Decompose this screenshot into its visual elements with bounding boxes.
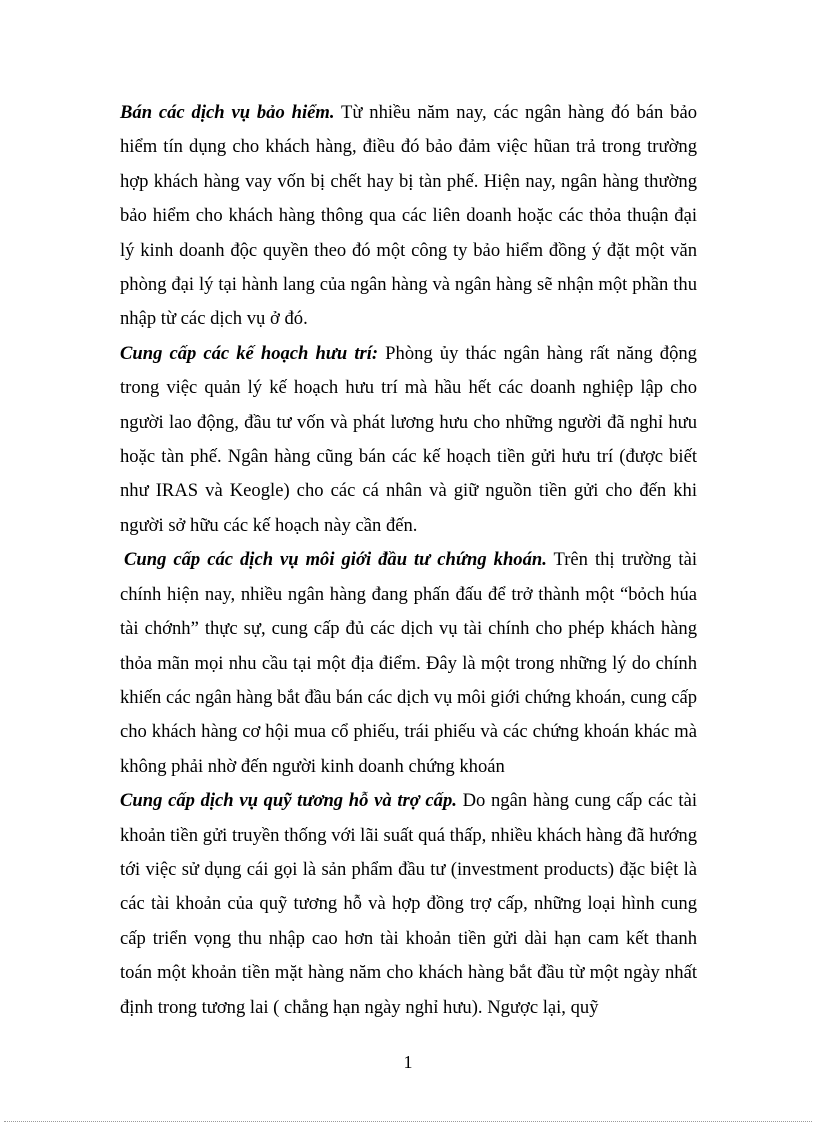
page-number: 1 [403,1052,413,1072]
paragraph-heading: Cung cấp các kế hoạch hưu trí: [120,342,379,364]
paragraph-text: Do ngân hàng cung cấp các tài khoản tiền gửi truyền thống với lãi suất quá thấp, nhiều khách hàng đã hướng tới việc sử dụng cái gọi là sản phẩm đầu tư (investment products) đặc biệt là các tài khoản của quỹ tương hỗ và hợp đồng trợ cấp, những loại hình cung cấp triển vọng thu nhập cao hơn tài khoản tiền gửi dài hạn cam kết thanh toán một khoản tiền mặt hàng năm cho khách hàng bắt đầu từ một ngày nhất định trong tương lai ( chẳng hạn ngày nghỉ hưu). Ngược lại, quỹ [120,790,697,1018]
paragraph-heading: Bán các dịch vụ bảo hiểm. [120,102,335,123]
paragraph-retirement-plans [120,337,697,543]
page-bottom-divider [4,1121,812,1122]
paragraph-insurance-services [120,96,697,337]
paragraph-text: Từ nhiều năm nay, các ngân hàng đó bán bảo hiểm tín dụng cho khách hàng, điều đó bảo đảm việc hũan trả trong trường hợp khách hàng vay vốn bị chết hay bị tàn phế. Hiện nay, ngân hàng thường bảo hiểm cho khách hàng thông qua các liên doanh hoặc các thỏa thuận đại lý kinh doanh độc quyền theo đó một công ty bảo hiểm đồng ý đặt một văn phòng đại lý tại hành lang của ngân hàng và ngân hàng sẽ nhận một phần thu nhập từ các dịch vụ ở đó. [120,102,698,330]
paragraph-brokerage-services [120,543,697,784]
paragraph-heading: Cung cấp các dịch vụ môi giới đầu tư chứng khoán. [124,549,547,571]
document-body [120,96,697,1025]
paragraph-heading: Cung cấp dịch vụ quỹ tương hỗ và trợ cấp. [120,790,457,812]
paragraph-text: Phòng ủy thác ngân hàng rất năng động trong việc quản lý kế hoạch hưu trí mà hầu hết các doanh nghiệp lập cho người lao động, đầu tư vốn và phát lương hưu cho những người đã nghỉ hưu hoặc tàn phế. Ngân hàng cũng bán các kế hoạch tiền gửi hưu trí (được biết như IRAS và Keogle) cho các cá nhân và giữ nguồn tiền gửi cho đến khi người sở hữu các kế hoạch này cần đến. [120,342,697,536]
paragraph-text: Trên thị trường tài chính hiện nay, nhiều ngân hàng đang phấn đấu để trở thành một “bỏch húa tài chớnh” thực sự, cung cấp đủ các dịch vụ tài chính cho phép khách hàng thỏa mãn mọi nhu cầu tại một địa điểm. Đây là một trong những lý do chính khiến các ngân hàng bắt đầu bán các dịch vụ môi giới chứng khoán, cung cấp cho khách hàng cơ hội mua cổ phiếu, trái phiếu và các chứng khoán khác mà không phải nhờ đến người kinh doanh chứng khoán [120,549,698,777]
paragraph-mutual-funds-annuities [120,784,697,1025]
